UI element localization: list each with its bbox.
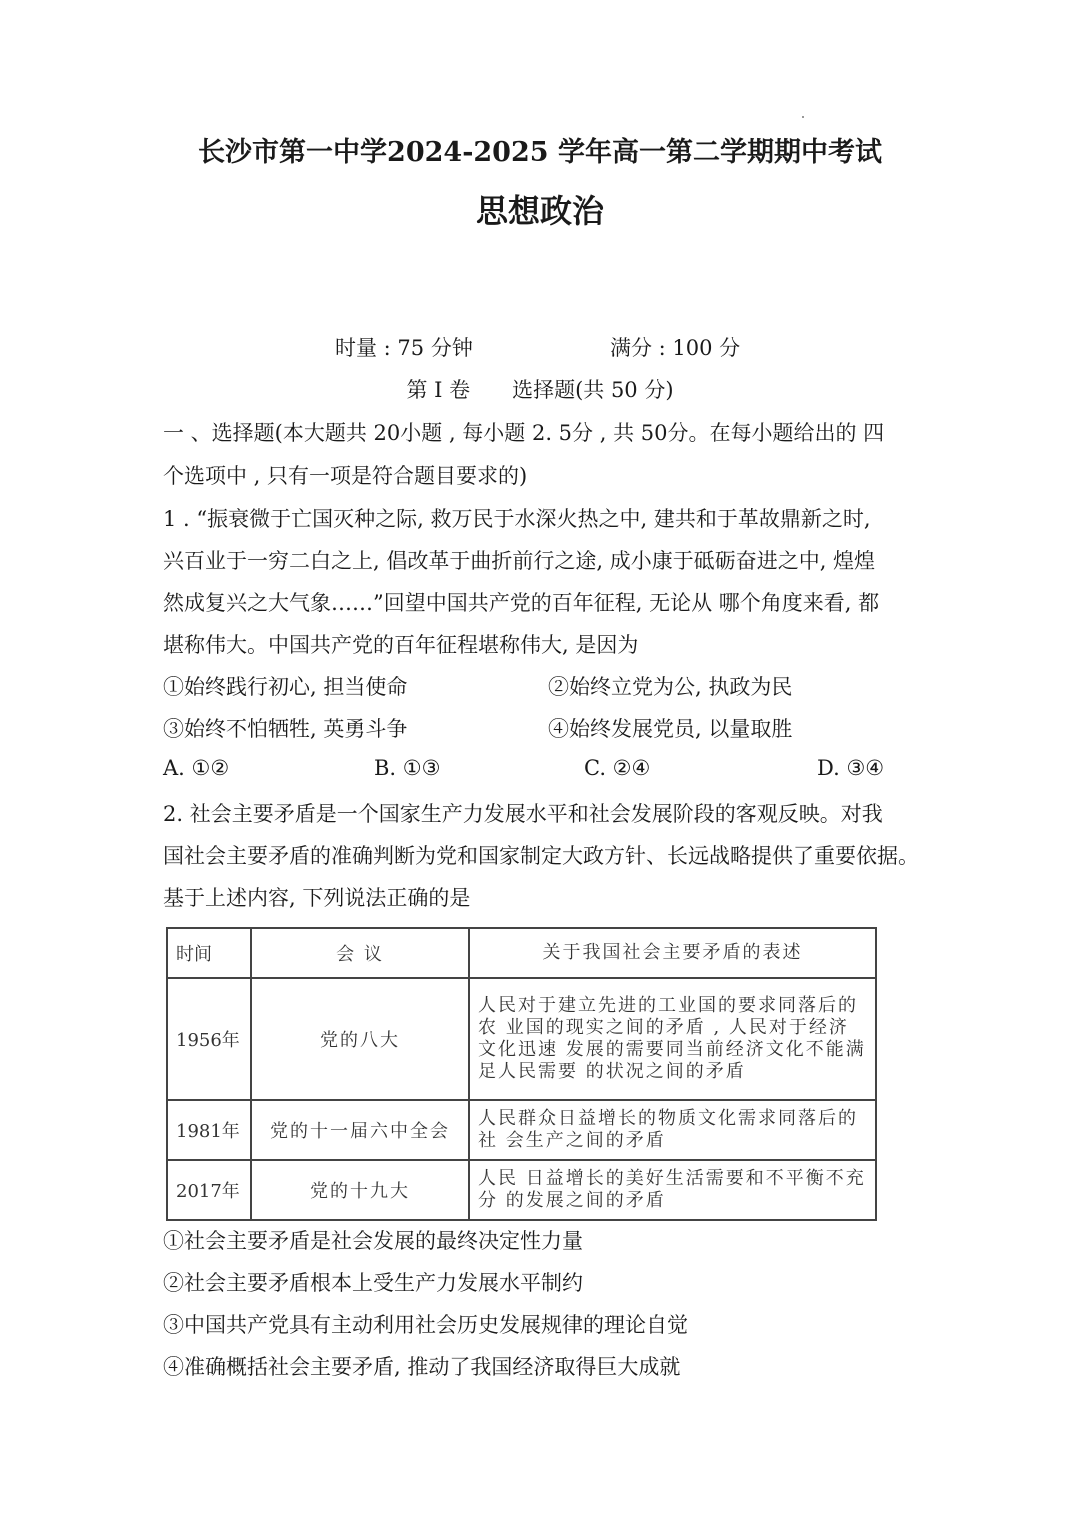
- q1-option-d[interactable]: D. ③④: [817, 756, 885, 780]
- header-time: 时间: [167, 928, 251, 978]
- header-meeting: 会 议: [251, 928, 469, 978]
- row-year: 1981年: [167, 1100, 251, 1160]
- table-row: [167, 978, 876, 1100]
- q1-statement-3: ③始终不怕牺牲, 英勇斗争: [163, 717, 408, 741]
- q1-statement-2: ②始终立党为公, 执政为民: [548, 675, 793, 699]
- row-meeting: 党的十一届六中全会: [251, 1100, 469, 1160]
- row-meeting: 党的十九大: [251, 1160, 469, 1220]
- q2-statement-1: ①社会主要矛盾是社会发展的最终决定性力量: [163, 1229, 583, 1253]
- q2-stem-line-1: 2. 社会主要矛盾是一个国家生产力发展水平和社会发展阶段的客观反映。对我: [163, 802, 883, 826]
- q1-option-c[interactable]: C. ②④: [584, 756, 651, 780]
- row-statement: 人民群众日益增长的物质文化需求同落后的社 会生产之间的矛盾: [469, 1100, 876, 1160]
- table-row: [167, 1160, 876, 1220]
- q1-stem-line-1: 1 . “振衰微于亡国灭种之际, 救万民于水深火热之中, 建共和于革故鼎新之时,: [163, 507, 871, 531]
- full-score: 满分 : 100 分: [610, 336, 741, 360]
- q1-stem-line-4: 堪称伟大。中国共产党的百年征程堪称伟大, 是因为: [163, 633, 639, 657]
- row-meeting: 党的八大: [251, 978, 469, 1100]
- q1-option-a[interactable]: A. ①②: [163, 756, 230, 780]
- q2-stem-line-3: 基于上述内容, 下列说法正确的是: [163, 886, 471, 910]
- q1-stem-line-3: 然成复兴之大气象……”回望中国共产党的百年征程, 无论从 哪个角度来看, 都: [163, 591, 880, 615]
- row-statement: 人民 日益增长的美好生活需要和不平衡不充分 的发展之间的矛盾: [469, 1160, 876, 1220]
- section-heading: 第 I 卷 选择题(共 50 分): [406, 378, 674, 402]
- q1-statement-1: ①始终践行初心, 担当使命: [163, 675, 408, 699]
- row-statement: 人民对于建立先进的工业国的要求同落后的农 业国的现实之间的矛盾 , 人民对于经济文化迅速 发展的需要同当前经济文化不能满足人民需要 的状况之间的矛盾: [469, 978, 876, 1100]
- table-header-row: [167, 928, 876, 978]
- header-statement: 关于我国社会主要矛盾的表述: [469, 928, 876, 978]
- instructions-line-1: 一 、选择题(本大题共 20小题 , 每小题 2. 5分 , 共 50分。在每小题给出的 四: [163, 421, 885, 445]
- q2-statement-2: ②社会主要矛盾根本上受生产力发展水平制约: [163, 1271, 583, 1295]
- q1-stem-line-2: 兴百业于一穷二白之上, 倡改革于曲折前行之途, 成小康于砥砺奋进之中, 煌煌: [163, 549, 876, 573]
- scan-speck: [802, 116, 804, 118]
- q1-option-b[interactable]: B. ①③: [374, 756, 441, 780]
- q2-stem-line-2: 国社会主要矛盾的准确判断为党和国家制定大政方针、长远战略提供了重要依据。: [163, 844, 919, 868]
- instructions-line-2: 个选项中 , 只有一项是符合题目要求的): [163, 464, 528, 488]
- exam-title: 长沙市第一中学2024-2025 学年高一第二学期期中考试: [198, 137, 882, 168]
- exam-duration: 时量 : 75 分钟: [335, 336, 473, 360]
- q2-statement-4: ④准确概括社会主要矛盾, 推动了我国经济取得巨大成就: [163, 1355, 681, 1379]
- table-row: [167, 1100, 876, 1160]
- contradiction-table: [166, 927, 877, 1221]
- row-year: 1956年: [167, 978, 251, 1100]
- q2-statement-3: ③中国共产党具有主动利用社会历史发展规律的理论自觉: [163, 1313, 688, 1337]
- subject-title: 思想政治: [475, 192, 604, 230]
- q1-statement-4: ④始终发展党员, 以量取胜: [548, 717, 793, 741]
- row-year: 2017年: [167, 1160, 251, 1220]
